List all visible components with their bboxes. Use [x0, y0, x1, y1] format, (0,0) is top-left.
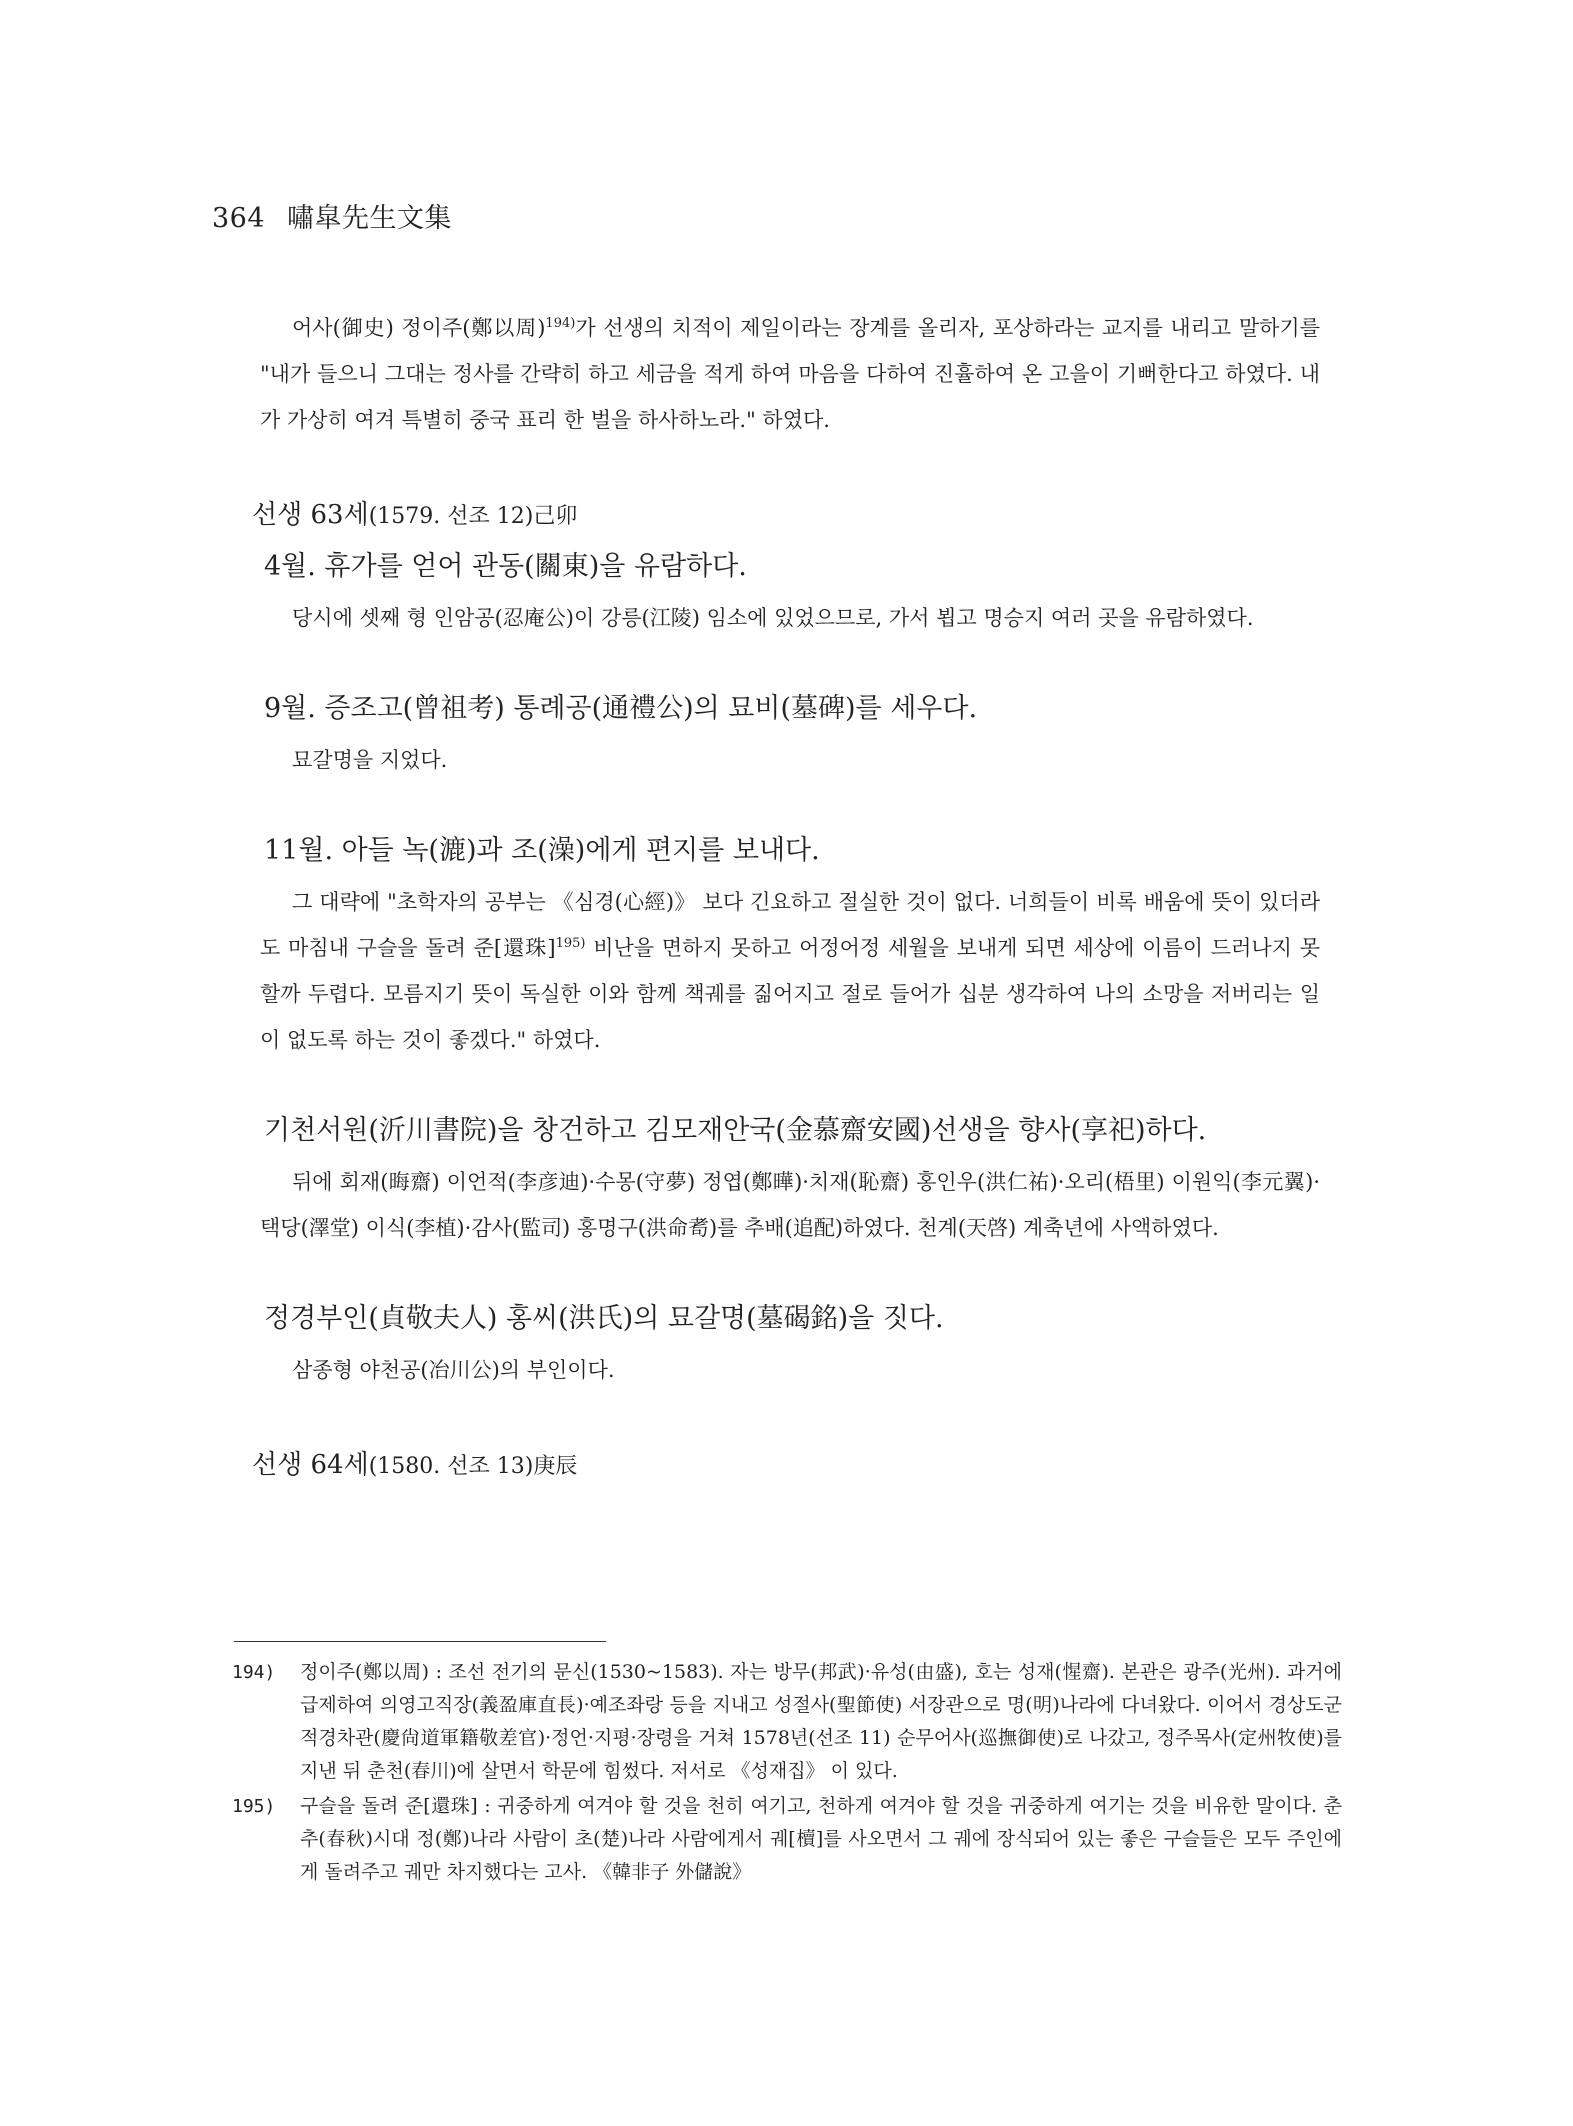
event-body-november	[260, 879, 1320, 1063]
event-body-academy: 뒤에 회재(晦齋) 이언적(李彦迪)·수몽(守夢) 정엽(鄭曄)·치재(恥齋) 홍인우(洪仁祐)·오리(梧里) 이원익(李元翼)·택당(澤堂) 이식(李植)·감사(監司) 홍명구(洪命耉)를 추배(追配)하였다. 천계(天啓) 계축년에 사액하였다.	[260, 1170, 1320, 1240]
main-content	[252, 305, 1320, 1487]
year-heading-prefix: 선생 63세	[252, 500, 369, 530]
event-heading-september: 9월. 증조고(曾祖考) 통례공(通禮公)의 묘비(墓碑)를 세우다.	[264, 693, 978, 724]
year-heading-prefix: 선생 64세	[252, 1450, 369, 1480]
footnote-195	[232, 1790, 1342, 1889]
intro-text-start: 어사(御史) 정이주(鄭以周)	[292, 316, 546, 340]
running-header	[212, 196, 452, 235]
november-text-start: 그 대략에 "초학자의 공부는 《심경(心經)》 보다 긴요하고 절실한 것이 없다. 너희들이 비록 배움에 뜻이 있더라도 마침내 구슬을 돌려 준[還珠]	[260, 890, 1320, 960]
footnotes	[232, 1656, 1342, 1891]
footnote-194	[232, 1656, 1342, 1788]
footnote-divider	[234, 1641, 606, 1642]
event-body-april: 당시에 셋째 형 인암공(忍庵公)이 강릉(江陵) 임소에 있었으므로, 가서 뵙고 명승지 여러 곳을 유람하였다.	[292, 606, 1254, 630]
event-heading-april: 4월. 휴가를 얻어 관동(關東)을 유람하다.	[264, 551, 747, 582]
year-heading-64	[252, 1445, 1320, 1487]
intro-paragraph	[260, 305, 1320, 443]
event-body-september: 묘갈명을 지었다.	[292, 748, 448, 772]
year-heading-detail: (1580. 선조 13)庚辰	[368, 1454, 578, 1479]
page-number: 364	[212, 203, 266, 234]
footnote-number: 195)	[232, 1796, 276, 1817]
november-text-end: 비난을 면하지 못하고 어정어정 세월을 보내게 되면 세상에 이름이 드러나지 못할까 두렵다. 모름지기 뜻이 독실한 이와 함께 책궤를 짊어지고 절로 들어가 십분 생각하여 나의 소망을 저버리는 일이 없도록 하는 것이 좋겠다." 하였다.	[260, 936, 1320, 1052]
footnote-text: 정이주(鄭以周) : 조선 전기의 문신(1530~1583). 자는 방무(邦武)·유성(由盛), 호는 성재(惺齋). 본관은 광주(光州). 과거에 급제하여 의영고직장(義盈庫直長)·예조좌랑 등을 지내고 성절사(聖節使) 서장관으로 명(明)나라에 다녀왔다. 이어서 경상도군적경차관(慶尙道軍籍敬差官)·정언·지평·장령을 거쳐 1578년(선조 11) 순무어사(巡撫御使)로 나갔고, 정주목사(定州牧使)를 지낸 뒤 춘천(春川)에 살면서 학문에 힘썼다. 저서로 《성재집》 이 있다.	[300, 1661, 1342, 1782]
event-heading-academy: 기천서원(沂川書院)을 창건하고 김모재안국(金慕齋安國)선생을 향사(享祀)하다.	[264, 1115, 1207, 1146]
event-body-epitaph: 삼종형 야천공(冶川公)의 부인이다.	[292, 1358, 615, 1382]
book-title: 嘯皐先生文集	[287, 203, 453, 234]
footnote-ref-195[interactable]: 195)	[555, 936, 586, 951]
year-heading-detail: (1579. 선조 12)己卯	[368, 504, 578, 529]
year-heading-63	[252, 495, 1320, 537]
event-heading-epitaph: 정경부인(貞敬夫人) 홍씨(洪氏)의 묘갈명(墓碣銘)을 짓다.	[264, 1303, 944, 1334]
footnote-text: 구슬을 돌려 준[還珠] : 귀중하게 여겨야 할 것을 천히 여기고, 천하게 여겨야 할 것을 귀중하게 여기는 것을 비유한 말이다. 춘추(春秋)시대 정(鄭)나라 사람이 초(楚)나라 사람에게서 궤[櫝]를 사오면서 그 궤에 장식되어 있는 좋은 구슬들은 모두 주인에게 돌려주고 궤만 차지했다는 고사. 《韓非子 外儲說》	[300, 1795, 1342, 1883]
intro-text-end: 가 선생의 치적이 제일이라는 장계를 올리자, 포상하라는 교지를 내리고 말하기를 "내가 들으니 그대는 정사를 간략히 하고 세금을 적게 하여 마음을 다하여 진휼하여 온 고을이 기뻐한다고 하였다. 내가 가상히 여겨 특별히 중국 표리 한 벌을 하사하노라." 하였다.	[260, 316, 1320, 432]
footnote-ref-194[interactable]: 194)	[545, 316, 576, 331]
event-heading-november: 11월. 아들 녹(漉)과 조(澡)에게 편지를 보내다.	[264, 835, 820, 866]
footnote-number: 194)	[232, 1662, 276, 1683]
